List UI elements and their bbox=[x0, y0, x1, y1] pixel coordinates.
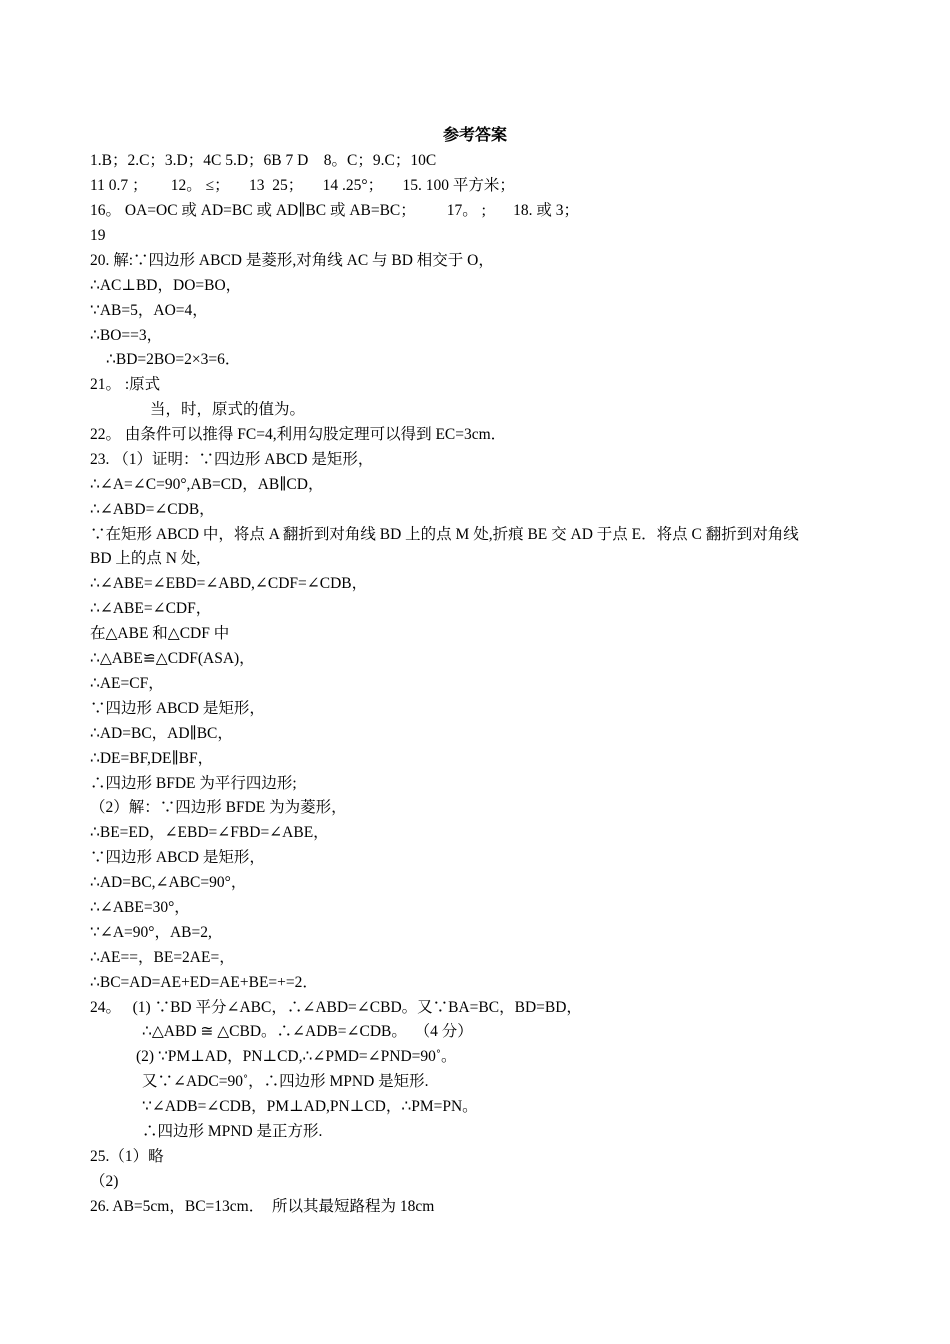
answer-line: ∵四边形 ABCD 是矩形， bbox=[90, 700, 265, 717]
answer-line: ∴四边形 MPND 是正方形. bbox=[142, 1123, 323, 1140]
answer-line: ∵AB=5，AO=4， bbox=[90, 302, 208, 319]
answer-line: 当，时，原式的值为。 bbox=[150, 401, 306, 418]
answer-line: ∴AE==，BE=2AE=， bbox=[90, 949, 235, 966]
answer-line: ∵在矩形 ABCD 中，将点 A 翻折到对角线 BD 上的点 M 处,折痕 BE 交 AD 于点 E．将点 C 翻折到对角线 bbox=[90, 526, 799, 543]
answer-line-21: 21。 :原式 bbox=[90, 376, 161, 393]
answer-line: ∴BE=ED，∠EBD=∠FBD=∠ABE， bbox=[90, 824, 329, 841]
answer-line: ∴AD=BC，AD∥BC， bbox=[90, 725, 233, 742]
answer-line: ∴∠ABE=∠EBD=∠ABD,∠CDF=∠CDB， bbox=[90, 575, 368, 592]
answer-line-20-intro: 20. 解:∵四边形 ABCD 是菱形,对角线 AC 与 BD 相交于 O， bbox=[90, 252, 494, 269]
answer-line-11-15: 11 0.7 ； 12。 ≤； 13 25； 14 .25°； 15. 100 平方米； bbox=[90, 177, 515, 194]
answer-line: ∴AC⊥BD，DO=BO， bbox=[90, 277, 242, 294]
answer-line: 在△ABE 和△CDF 中 bbox=[90, 625, 230, 642]
answer-line: (2) ∵PM⊥AD，PN⊥CD,∴∠PMD=∠PND=90˚。 bbox=[136, 1048, 457, 1065]
answer-line-22: 22。 由条件可以推得 FC=4,利用勾股定理可以得到 EC=3cm． bbox=[90, 426, 507, 443]
page-title: 参考答案 bbox=[442, 127, 507, 144]
answer-line: ∴∠ABE=∠CDF， bbox=[90, 600, 212, 617]
answer-line-23: 23. （1）证明：∵四边形 ABCD 是矩形， bbox=[90, 451, 374, 468]
answer-line: ∴AE=CF， bbox=[90, 675, 164, 692]
answer-line: ∴△ABE≌△CDF(ASA)， bbox=[90, 650, 255, 667]
answer-line: BD 上的点 N 处, bbox=[90, 550, 201, 567]
answer-line-19: 19 bbox=[90, 227, 106, 244]
answer-line-25: 25.（1）略 bbox=[90, 1148, 164, 1165]
answer-line-24: 24。 (1) ∵BD 平分∠ABC，∴∠ABD=∠CBD。又∵BA=BC，BD=BD， bbox=[90, 999, 582, 1016]
answer-line-16-18: 16。 OA=OC 或 AD=BC 或 AD∥BC 或 AB=BC； 17。 ; 18. 或 3； bbox=[90, 202, 579, 219]
answer-line: ∴DE=BF,DE∥BF， bbox=[90, 750, 214, 767]
answer-line: ∴∠A=∠C=90°,AB=CD，AB∥CD， bbox=[90, 476, 324, 493]
answer-line: ∴BD=2BO=2×3=6． bbox=[106, 351, 241, 368]
answer-line: ∴∠ABE=30°， bbox=[90, 899, 190, 916]
answer-line: ∵∠A=90°，AB=2, bbox=[90, 924, 212, 941]
answer-line: ∴△ABD ≅ △CBD。∴∠ADB=∠CDB。 （4 分） bbox=[142, 1023, 473, 1040]
answer-line: ∵四边形 ABCD 是矩形， bbox=[90, 849, 265, 866]
answer-line-26: 26. AB=5cm，BC=13cm． 所以其最短路程为 18cm bbox=[90, 1198, 435, 1215]
answer-line: ∴四边形 BFDE 为平行四边形; bbox=[90, 775, 297, 792]
answer-line: ∴∠ABD=∠CDB， bbox=[90, 501, 215, 518]
answer-line: ∵∠ADB=∠CDB，PM⊥AD,PN⊥CD，∴PM=PN。 bbox=[142, 1098, 478, 1115]
answer-line: ∴BC=AD=AE+ED=AE+BE=+=2． bbox=[90, 974, 318, 991]
answer-line: ∴BO==3， bbox=[90, 327, 163, 344]
answer-line-1-10: 1.B；2.C；3.D；4C 5.D；6B 7 D 8。C；9.C；10C bbox=[90, 152, 437, 169]
answer-line: （2) bbox=[90, 1173, 119, 1190]
answer-line: ∴AD=BC,∠ABC=90°， bbox=[90, 874, 247, 891]
answer-line: 又∵∠ADC=90˚，∴四边形 MPND 是矩形. bbox=[142, 1073, 429, 1090]
answer-line: （2）解：∵四边形 BFDE 为为菱形， bbox=[90, 799, 347, 816]
